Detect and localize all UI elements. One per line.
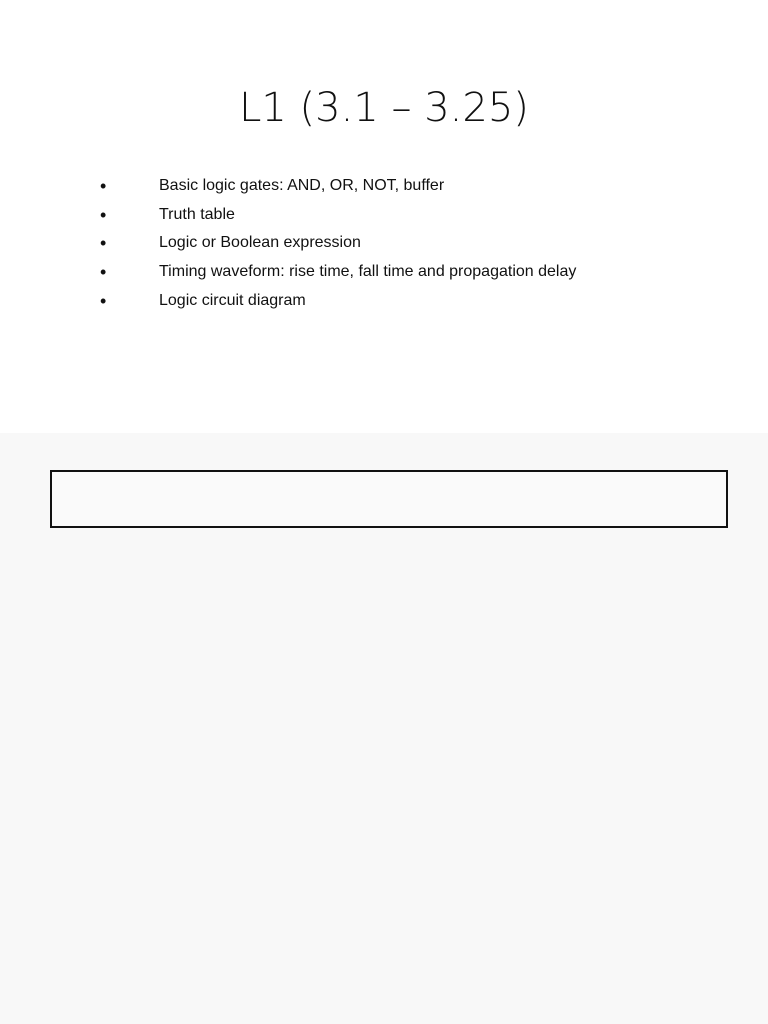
bullet-icon: • [100, 262, 107, 283]
slide-title: L1 (3.1 – 3.25) [239, 85, 529, 131]
bullet-icon: • [100, 290, 107, 311]
bullet-text: Basic logic gates: AND, OR, NOT, buffer [159, 177, 445, 194]
bullet-text: Logic or Boolean expression [159, 234, 361, 252]
empty-text-box [50, 470, 728, 528]
bullet-icon: • [100, 233, 107, 254]
bullet-icon: • [100, 176, 107, 196]
bullet-icon: • [100, 204, 107, 225]
slide [0, 0, 768, 433]
bullet-text: Logic circuit diagram [159, 291, 306, 309]
bullet-text: Truth table [159, 205, 235, 223]
bullet-text: Timing waveform: rise time, fall time and propagation delay [159, 263, 577, 281]
